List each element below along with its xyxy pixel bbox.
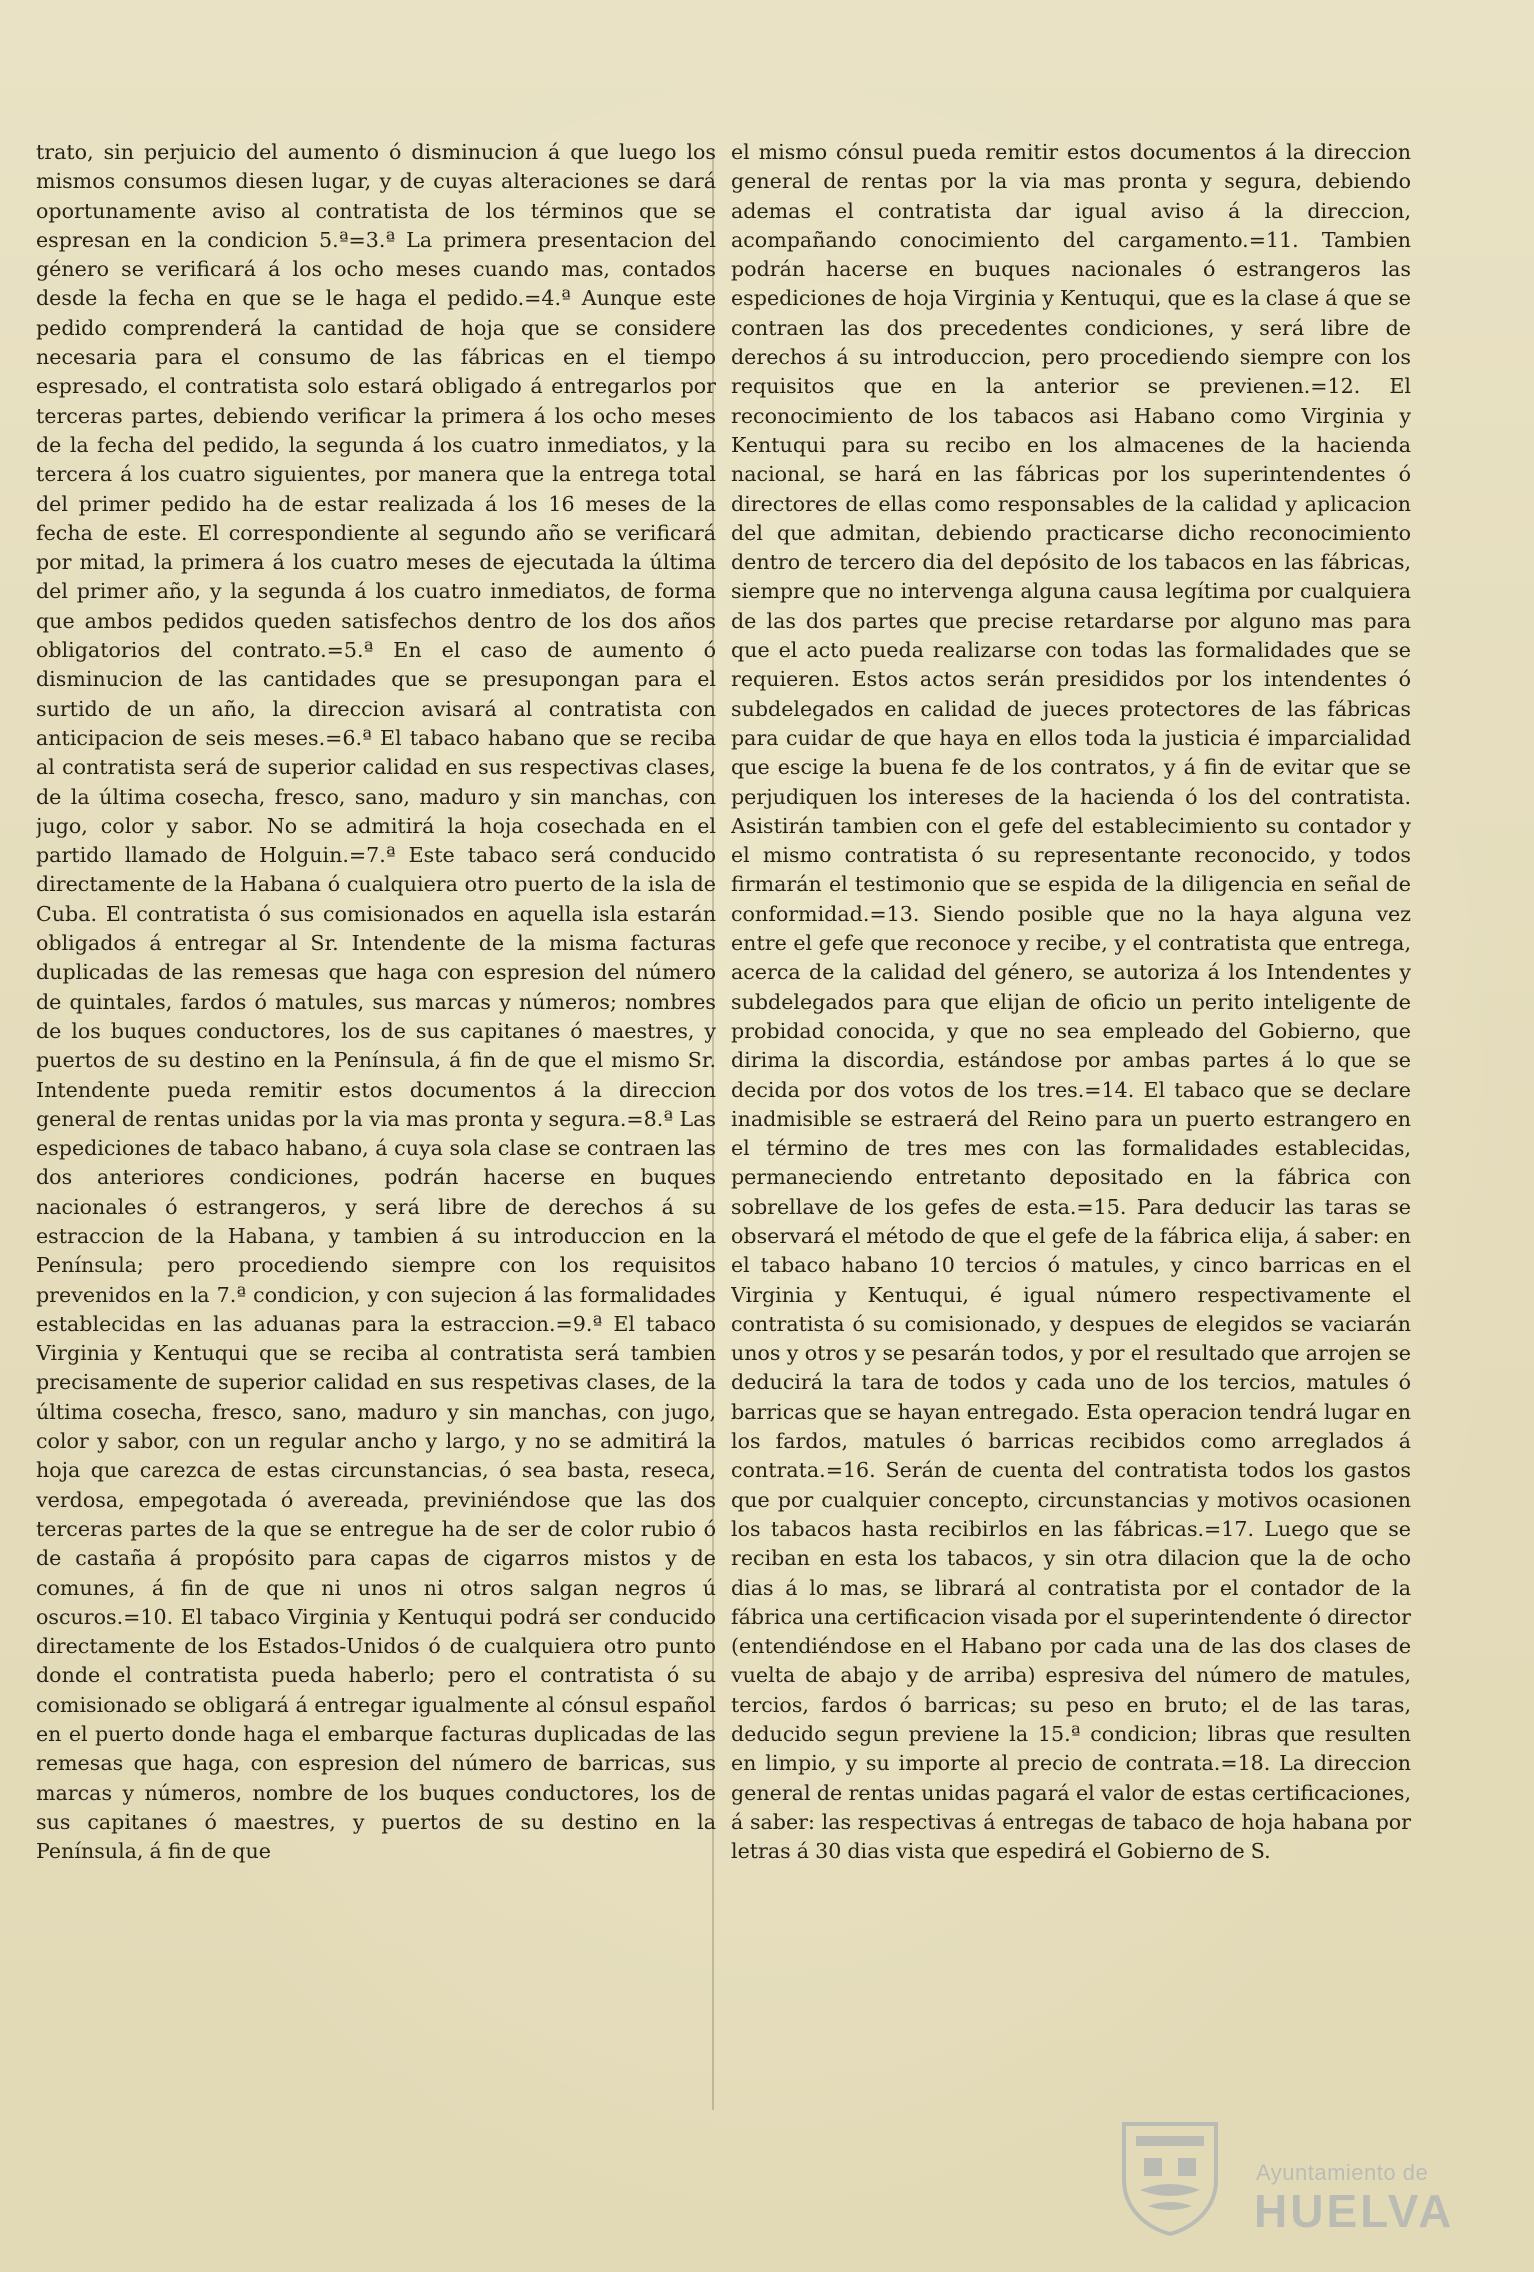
column-divider xyxy=(712,150,714,2110)
watermark xyxy=(1118,2118,1458,2238)
left-text-column: trato, sin perjuicio del aumento ó disminucion á que luego los mismos consumos diesen lugar, y de cuyas alteraciones se dará oportunamente aviso al contratista de los términos que se espresan en la condicion 5.ª=3.ª La primera presentacion del género se verificará á los ocho meses cuando mas, contados desde la fecha en que se le haga el pedido.=4.ª Aunque este pedido comprenderá la cantidad de hoja que se considere necesaria para el consumo de las fábricas en el tiempo espresado, el contratista solo estará obligado á entregarlos por terceras partes, debiendo verificar la primera á los ocho meses de la fecha del pedido, la segunda á los cuatro inmediatos, y la tercera á los cuatro siguientes, por manera que la entrega total del primer pedido ha de estar realizada á los 16 meses de la fecha de este. El correspondiente al segundo año se verificará por mitad, la primera á los cuatro meses de ejecutada la última del primer año, y la segunda á los cuatro inmediatos, de forma que ambos pedidos queden satisfechos dentro de los dos años obligatorios del contrato.=5.ª En el caso de aumento ó disminucion de las cantidades que se presupongan para el surtido de un año, la direccion avisará al contratista con anticipacion de seis meses.=6.ª El tabaco habano que se reciba al contratista será de superior calidad en sus respectivas clases, de la última cosecha, fresco, sano, maduro y sin manchas, con jugo, color y sabor. No se admitirá la hoja cosechada en el partido llamado de Holguin.=7.ª Este tabaco será conducido directamente de la Habana ó cualquiera otro puerto de la isla de Cuba. El contratista ó sus comisionados en aquella isla estarán obligados á entregar al Sr. Intendente de la misma facturas duplicadas de las remesas que haga con espresion del número de quintales, fardos ó matules, sus marcas y números; nombres de los buques conductores, los de sus capitanes ó maestres, y puertos de su destino en la Península, á fin de que el mismo Sr. Intendente pueda remitir estos documentos á la direccion general de rentas unidas por la via mas pronta y segura.=8.ª Las espediciones de tabaco habano, á cuya sola clase se contraen las dos anteriores condiciones, podrán hacerse en buques nacionales ó estrangeros, y será libre de derechos á su estraccion de la Habana, y tambien á su introduccion en la Península; pero procediendo siempre con los requisitos prevenidos en la 7.ª condicion, y con sujecion á las formalidades establecidas en las aduanas para la estraccion.=9.ª El tabaco Virginia y Kentuqui que se reciba al contratista será tambien precisamente de superior calidad en sus respetivas clases, de la última cosecha, fresco, sano, maduro y sin manchas, con jugo, color y sabor, con un regular ancho y largo, y no se admitirá la hoja que carezca de estas circunstancias, ó sea basta, reseca, verdosa, empegotada ó avereada, previniéndose que las dos terceras partes de la que se entregue ha de ser de color rubio ó de castaña á propósito para capas de cigarros mistos y de comunes, á fin de que ni unos ni otros salgan negros ú oscuros.=10. El tabaco Virginia y Kentuqui podrá ser conducido directamente de los Estados-Unidos ó de cualquiera otro punto donde el contratista pueda haberlo; pero el contratista ó su comisionado se obligará á entregar igualmente al cónsul español en el puerto donde haga el embarque facturas duplicadas de las remesas que haga, con espresion del número de barricas, sus marcas y números, nombre de los buques conductores, los de sus capitanes ó maestres, y puertos de su destino en la Península, á fin de que xyxy=(36,140,716,1864)
watermark-line1: Ayuntamiento de xyxy=(1256,2160,1429,2185)
watermark-line2: HUELVA xyxy=(1254,2185,1455,2237)
right-text-column: el mismo cónsul pueda remitir estos documentos á la direccion general de rentas por la via mas pronta y segura, debiendo ademas el contratista dar igual aviso á la direccion, acompañando conocimiento del cargamento.=11. Tambien podrán hacerse en buques nacionales ó estrangeros las espediciones de hoja Virginia y Kentuqui, que es la clase á que se contraen las dos precedentes condiciones, y será libre de derechos á su introduccion, pero procediendo siempre con los requisitos que en la anterior se previenen.=12. El reconocimiento de los tabacos asi Habano como Virginia y Kentuqui para su recibo en los almacenes de la hacienda nacional, se hará en las fábricas por los superintendentes ó directores de ellas como responsables de la calidad y aplicacion del que admitan, debiendo practicarse dicho reconocimiento dentro de tercero dia del depósito de los tabacos en las fábricas, siempre que no intervenga alguna causa legítima por cualquiera de las dos partes que precise retardarse por alguno mas para que el acto pueda realizarse con todas las formalidades que se requieren. Estos actos serán presididos por los intendentes ó subdelegados en calidad de jueces protectores de las fábricas para cuidar de que haya en ellos toda la justicia é imparcialidad que escige la buena fe de los contratos, y á fin de evitar que se perjudiquen los intereses de la hacienda ó los del contratista. Asistirán tambien con el gefe del establecimiento su contador y el mismo contratista ó su representante reconocido, y todos firmarán el testimonio que se espida de la diligencia en señal de conformidad.=13. Siendo posible que no la haya alguna vez entre el gefe que reconoce y recibe, y el contratista que entrega, acerca de la calidad del género, se autoriza á los Intendentes y subdelegados para que elijan de oficio un perito inteligente de probidad conocida, y que no sea empleado del Gobierno, que dirima la discordia, estándose por ambas partes á lo que se decida por dos votos de los tres.=14. El tabaco que se declare inadmisible se estraerá del Reino para un puerto estrangero en el término de tres mes con las formalidades establecidas, permaneciendo entretanto depositado en la fábrica con sobrellave de los gefes de esta.=15. Para deducir las taras se observará el método de que el gefe de la fábrica elija, á saber: en el tabaco habano 10 tercios ó matules, y cinco barricas en el Virginia y Kentuqui, é igual número respectivamente el contratista ó su comisionado, y despues de elegidos se vaciarán unos y otros y se pesarán todos, y por el resultado que arrojen se deducirá la tara de todos y cada uno de los tercios, matules ó barricas que se hayan entregado. Esta operacion tendrá lugar en los fardos, matules ó barricas recibidos como arreglados á contrata.=16. Serán de cuenta del contratista todos los gastos que por cualquier concepto, circunstancias y motivos ocasionen los tabacos hasta recibirlos en las fábricas.=17. Luego que se reciban en esta los tabacos, y sin otra dilacion que la de ocho dias á lo mas, se librará al contratista por el contador de la fábrica una certificacion visada por el superintendente ó director (entendiéndose en el Habano por cada una de las dos clases de vuelta de abajo y de arriba) espresiva del número de matules, tercios, fardos ó barricas; su peso en bruto; el de las taras, deducido segun previene la 15.ª condicion; libras que resulten en limpio, y su importe al precio de contrata.=18. La direccion general de rentas unidas pagará el valor de estas certificaciones, á saber: las respectivas á entregas de tabaco de hoja habana por letras á 30 dias vista que espedirá el Gobierno de S. xyxy=(731,140,1411,1864)
crest-icon xyxy=(1118,2118,1222,2236)
